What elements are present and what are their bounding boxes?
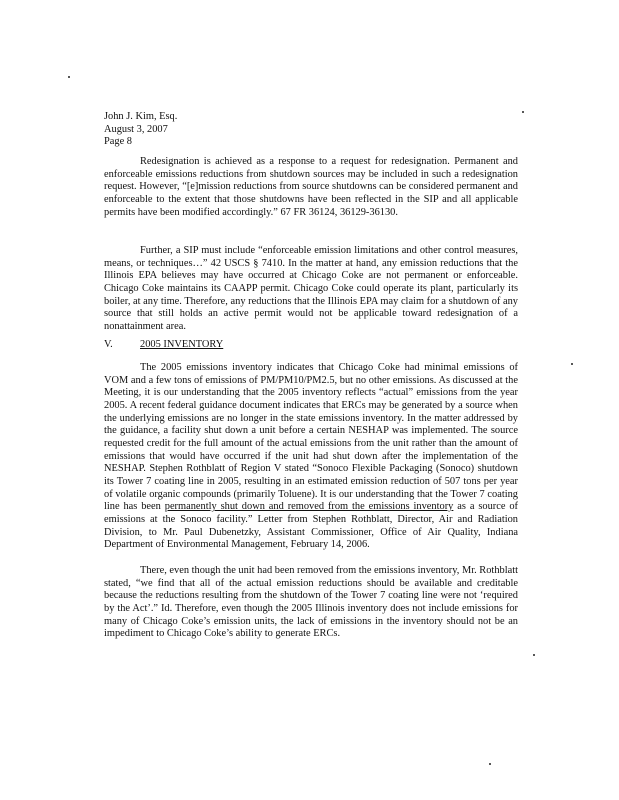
paragraph-inventory: [104, 362, 518, 552]
paragraph-enforceable: Further, a SIP must include “enforceable emission limitations and other control measures, means, or techniques…” 42 USCS § 7410. In the matter at hand, any emission reductions that the Illinois EPA believes may have occurred at Chicago Coke are not permanent or enforceable. Chicago Coke maintains its CAAPP permit. Chicago Coke could operate its plant, particularly its boiler, at any time. Therefore, any reductions that the Illinois EPA may claim for a shutdown of any source that still holds an active permit would not be applicable toward redesignation of a nonattainment area.: [104, 245, 518, 332]
letter-header: [104, 111, 177, 149]
paragraph-rothblatt: There, even though the unit had been removed from the emissions inventory, Mr. Rothblatt stated, “we find that all of the actual emission reductions should be available and creditable because the reductions resulting from the shutdown of the Tower 7 coating line were not ‘required by the Act’.” Id. Therefore, even though the 2005 Illinois inventory does not include emissions for many of Chicago Coke’s emission units, the lack of emissions in the inventory should not be an impediment to Chicago Coke’s ability to generate ERCs.: [104, 565, 518, 640]
inventory-text-b: as a source of emissions at the Sonoco facility.” Letter from Stephen Rothblatt, Director, Air and Radiation Division, to Mr. Paul Dubenetzky, Assistant Commissioner, Office of Air Quality, Indiana Department of Environmental Management, February 14, 2006.: [104, 501, 518, 551]
page-number: Page 8: [104, 136, 132, 148]
scan-speck: [68, 76, 70, 78]
inventory-text-a: The 2005 emissions inventory indicates that Chicago Coke had minimal emissions of VOM and a few tons of emissions of PM/PM10/PM2.5, but no other emissions. As discussed at the Meeting, it is our understanding that the 2005 inventory reflects “actual” emissions from the year 2005. A recent federal guidance document indicates that ERCs may be generated by a source when the underlying emissions are no longer in the state emissions inventory. In the matter addressed by the guidance, a facility shut down a unit before a certain NESHAP was implemented. The source requested credit for the full amount of the actual emissions from the unit rather than the amount of emissions that would have occurred if the unit had shut down after the implementation of the NESHAP. Stephen Rothblatt of Region V stated “Sonoco Flexible Packaging (Sonoco) shutdown its Tower 7 coating line in 2005, resulting in an estimated emission reduction of 507 tons per year of volatile organic compounds (primarily Toluene). It is our understanding that the Tower 7 coating line has been: [104, 362, 518, 513]
date-line: August 3, 2007: [104, 123, 168, 135]
section-heading: [104, 339, 223, 350]
underlined-phrase: permanently shut down and removed from the emissions inventory: [164, 501, 454, 513]
scan-speck: [522, 111, 524, 113]
scan-speck: [571, 363, 573, 365]
paragraph-redesignation: Redesignation is achieved as a response to a request for redesignation. Permanent and enforceable emissions reductions from shutdown sources may be included in such a redesignation request. However, “[e]mission reductions from source shutdowns can be considered permanent and enforceable to the extent that those shutdowns have been reflected in the SIP and all applicable permits have been modified accordingly.” 67 FR 36124, 36129-36130.: [104, 156, 518, 218]
section-title: 2005 INVENTORY: [140, 339, 224, 350]
scan-speck: [533, 654, 535, 656]
scan-speck: [489, 763, 491, 765]
recipient-line: John J. Kim, Esq.: [104, 111, 178, 122]
section-number: V.: [104, 339, 113, 350]
